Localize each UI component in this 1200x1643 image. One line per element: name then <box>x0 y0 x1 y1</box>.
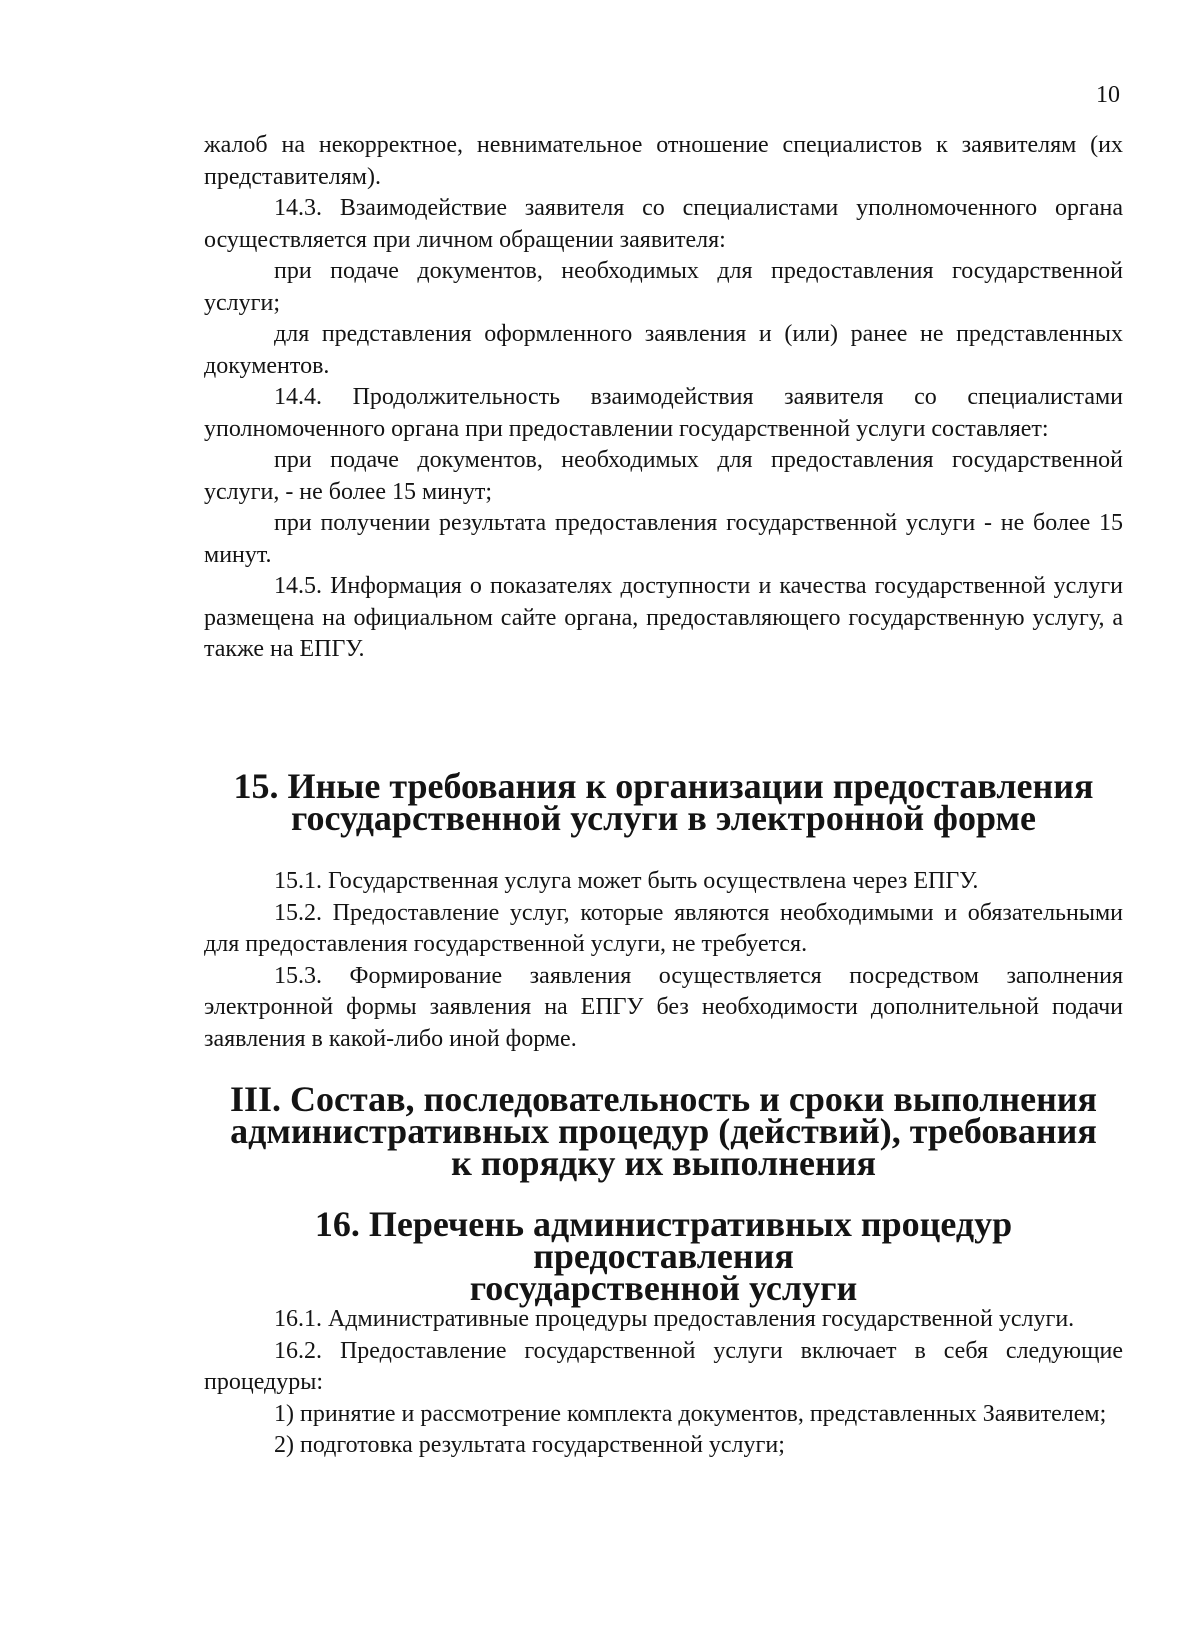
section-14-text <box>204 130 1123 666</box>
heading-line: административных процедур (действий), требования <box>230 1111 1097 1151</box>
heading-line: государственной услуги в электронной форме <box>291 798 1036 838</box>
paragraph-14-4-item-2: при получении результата предоставления государственной услуги - не более 15 минут. <box>204 510 1123 568</box>
heading-line: 16. Перечень административных процедур предоставления <box>314 1204 1013 1276</box>
paragraph-14-4: 14.4. Продолжительность взаимодействия заявителя со специалистами уполномоченного органа при предоставлении государственной услуги составляет: <box>204 384 1123 442</box>
heading-section-15 <box>204 766 1123 838</box>
heading-part-3 <box>204 1079 1123 1183</box>
paragraph-14-3: 14.3. Взаимодействие заявителя со специалистами уполномоченного органа осуществляется при личном обращении заявителя: <box>204 195 1123 253</box>
paragraph-16-2-item-1: 1) принятие и рассмотрение комплекта документов, представленных Заявителем; <box>274 1400 1107 1427</box>
paragraph-15-2: 15.2. Предоставление услуг, которые являются необходимыми и обязательными для предоставления государственной услуги, не требуется. <box>204 899 1123 957</box>
section-15-text <box>204 866 1123 1055</box>
heading-line: III. Состав, последовательность и сроки выполнения <box>229 1079 1098 1119</box>
paragraph-16-2: 16.2. Предоставление государственной услуги включает в себя следующие процедуры: <box>204 1337 1123 1395</box>
heading-line: к порядку их выполнения <box>451 1143 876 1183</box>
section-16-text <box>204 1304 1123 1462</box>
paragraph-16-1: 16.1. Административные процедуры предоставления государственной услуги. <box>274 1306 1075 1332</box>
paragraph-14-3-item-1: при подаче документов, необходимых для предоставления государственной услуги; <box>204 258 1123 316</box>
paragraph-14-4-item-1: при подаче документов, необходимых для предоставления государственной услуги, - не более 15 минут; <box>204 447 1123 505</box>
heading-section-16 <box>204 1204 1123 1308</box>
paragraph-14-5: 14.5. Информация о показателях доступности и качества государственной услуги размещена на официальном сайте органа, предоставляющего государственную услугу, а также на ЕПГУ. <box>204 573 1123 662</box>
paragraph-15-3: 15.3. Формирование заявления осуществляется посредством заполнения электронной формы заявления на ЕПГУ без необходимости дополнительной подачи заявления в какой-либо иной форме. <box>204 962 1123 1052</box>
paragraph-continuation: жалоб на некорректное, невнимательное отношение специалистов к заявителям (их представителям). <box>204 132 1123 190</box>
heading-line: 15. Иные требования к организации предоставления <box>233 766 1094 806</box>
paragraph-14-3-item-2: для представления оформленного заявления и (или) ранее не представленных документов. <box>204 321 1123 379</box>
heading-line: государственной услуги <box>469 1268 858 1308</box>
page-number: 10 <box>1096 82 1120 108</box>
paragraph-15-1: 15.1. Государственная услуга может быть осуществлена через ЕПГУ. <box>274 868 979 894</box>
paragraph-16-2-item-2: 2) подготовка результата государственной услуги; <box>274 1432 785 1458</box>
